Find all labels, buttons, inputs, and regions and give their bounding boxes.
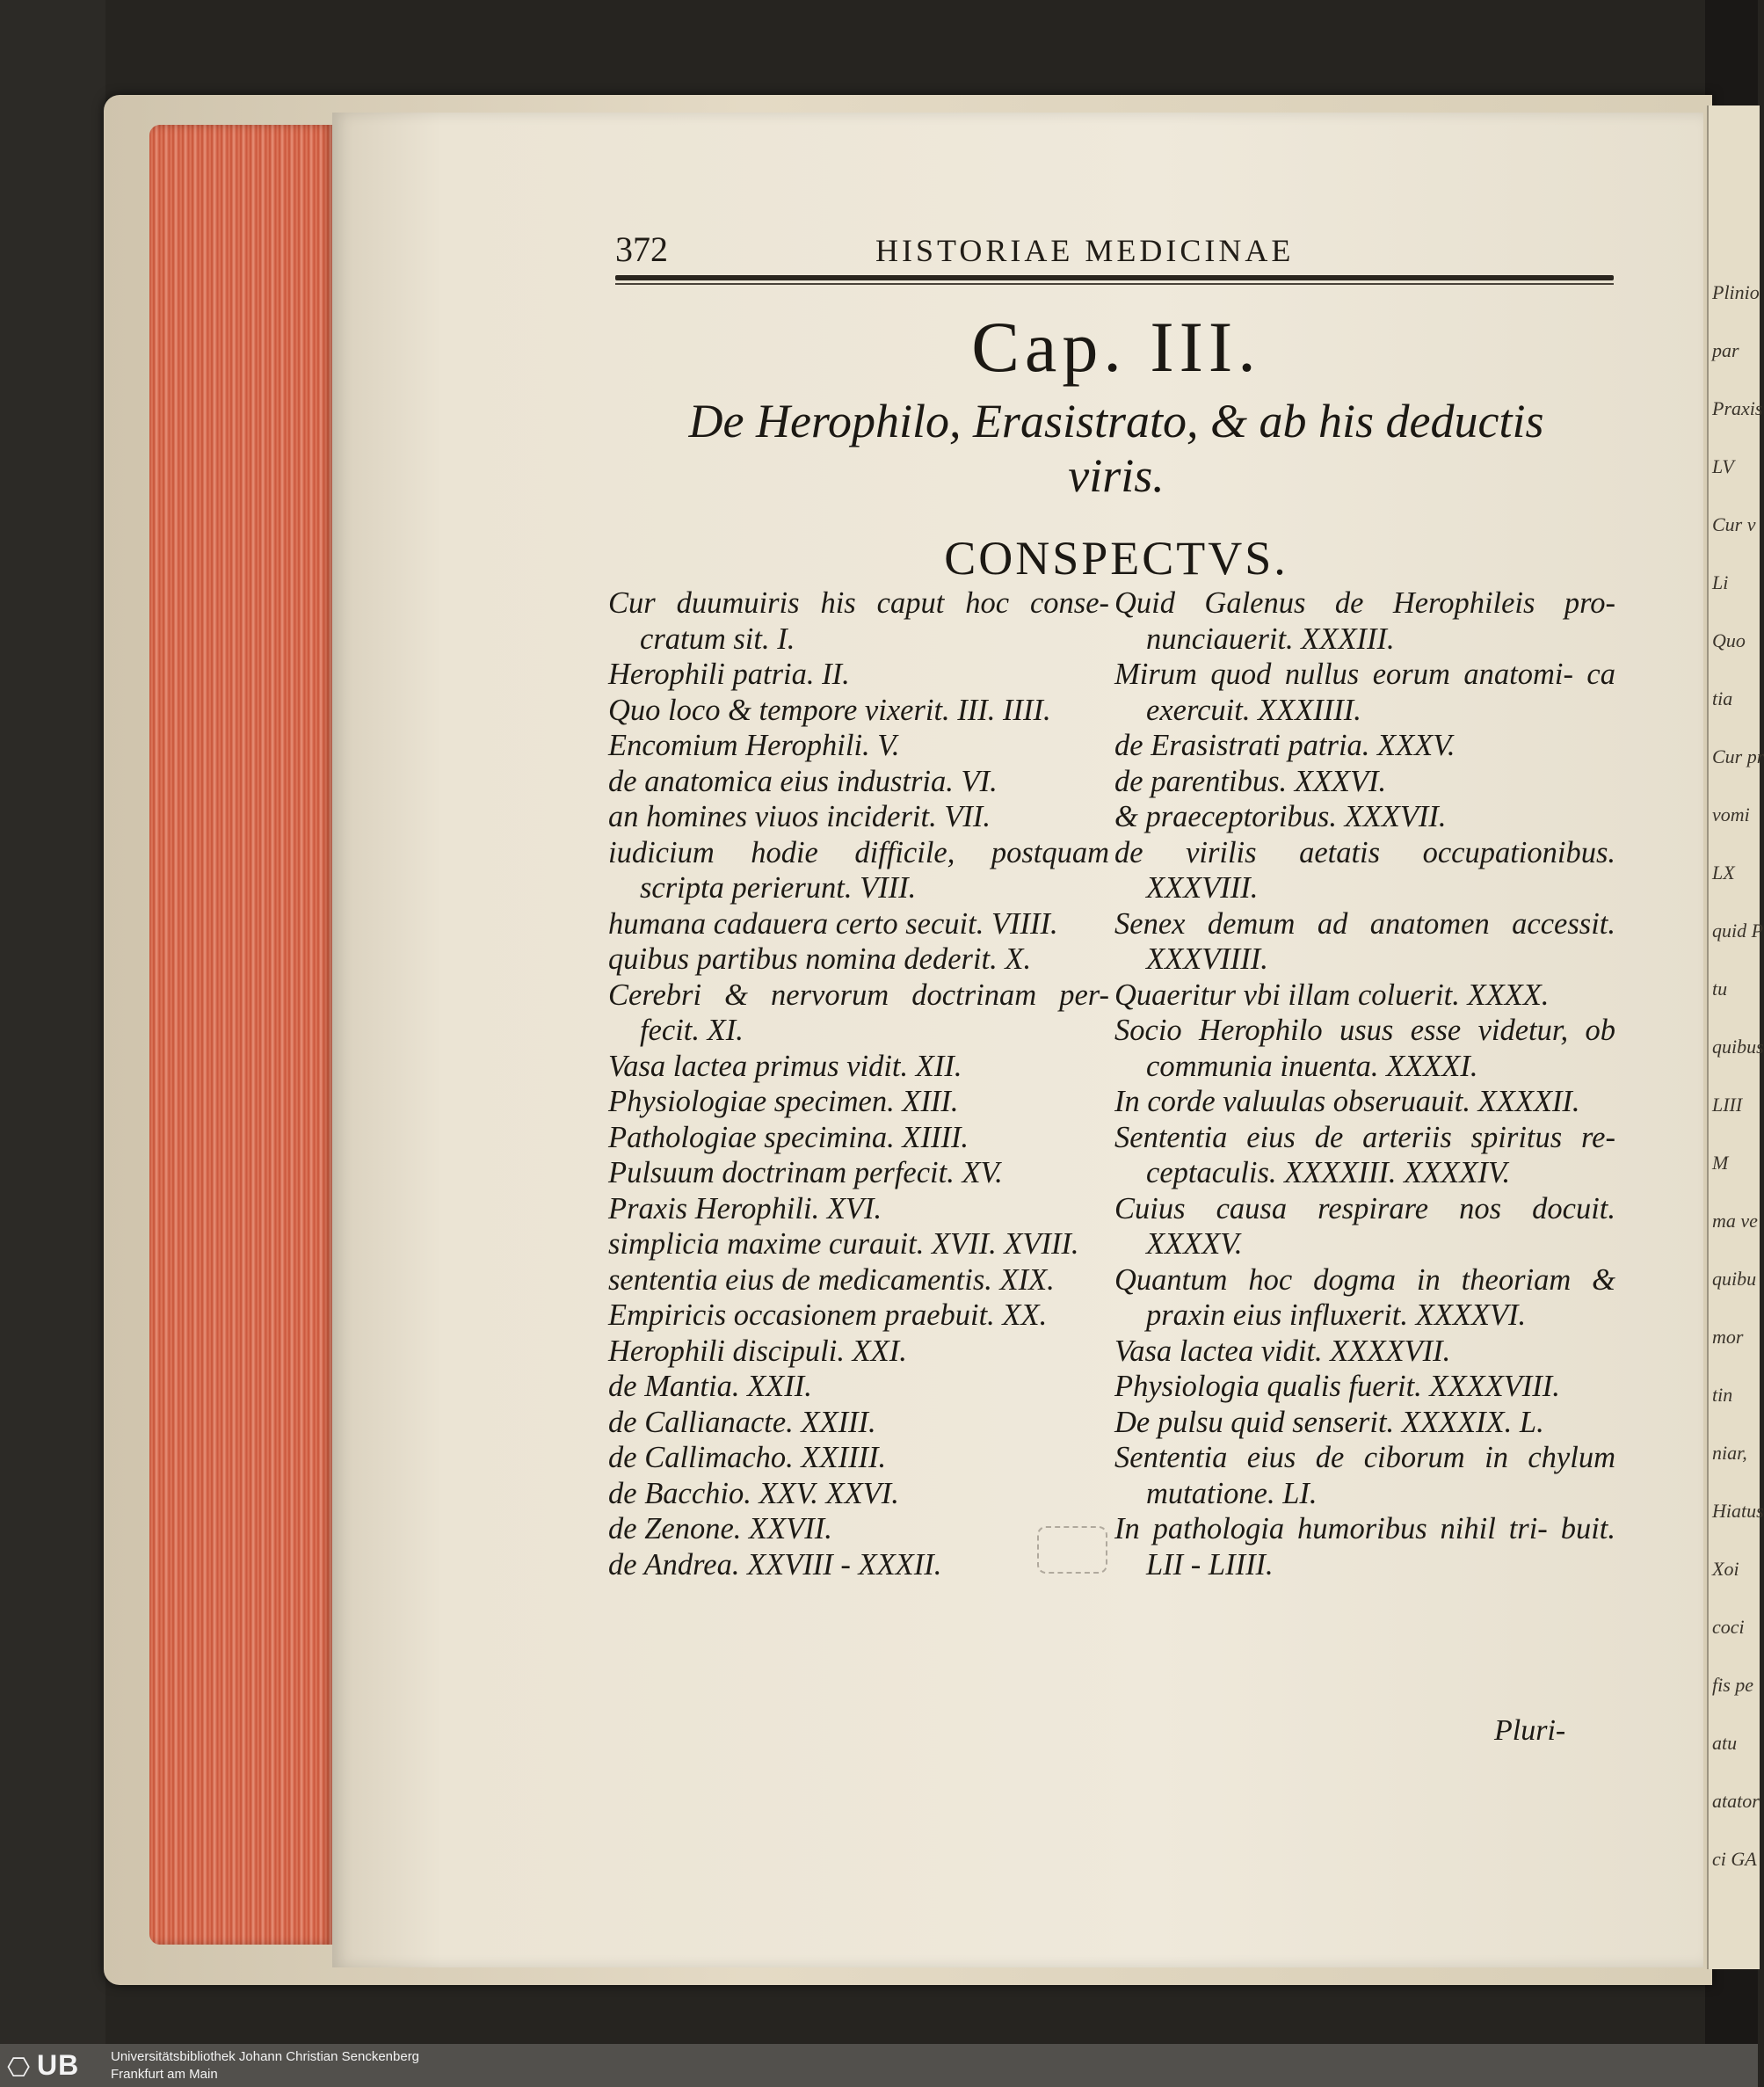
facing-page-word: coci [1712, 1616, 1745, 1638]
conspectus-entry: Vasa lactea primus vidit. XII. [608, 1049, 962, 1083]
facing-page-word: Praxis [1712, 397, 1763, 419]
header-rule [615, 275, 1614, 280]
conspectus-entry: sententia eius de medicamentis. XIX. [608, 1262, 1055, 1297]
library-name: Universitätsbibliothek Johann Christian Senckenberg [111, 2049, 420, 2064]
conspectus-entry: Encomium Herophili. V. [608, 729, 900, 762]
library-stamp [1037, 1526, 1107, 1574]
facing-page-word: mor [1712, 1326, 1744, 1348]
conspectus-entry: Cuius causa respirare nos docuit. XXXXV. [1114, 1191, 1615, 1261]
facing-page-word: LIII [1712, 1094, 1743, 1116]
conspectus-entry: de Callianacte. XXIII. [608, 1405, 876, 1439]
facing-page-word: ci GA [1712, 1848, 1757, 1870]
facing-page-word: ma ve [1712, 1210, 1758, 1232]
page-number: 372 [615, 229, 668, 269]
facing-page-word: Cur pr [1712, 745, 1764, 767]
conspectus-entry: quibus partibus nomina dederit. X. [608, 942, 1032, 976]
conspectus-entry: Cur duumuiris his caput hoc conse- cratum sit. I. [608, 586, 1109, 656]
footer-bar [0, 2044, 1758, 2087]
chapter-title-line-1: De Herophilo, Erasistrato, & ab his deductis [688, 395, 1544, 447]
facing-page-word: Xoi [1712, 1558, 1739, 1580]
facing-page-word: vomi [1712, 804, 1750, 825]
conspectus-entry: Mirum quod nullus eorum anatomi- ca exercuit. XXXIIII. [1114, 658, 1615, 727]
header-rule-thin [615, 283, 1614, 285]
facing-page-word: atator [1712, 1790, 1760, 1812]
conspectus-entry: Herophili discipuli. XXI. [608, 1334, 907, 1368]
page-edges [149, 125, 334, 1945]
library-location: Frankfurt am Main [111, 2067, 218, 2082]
facing-page-word: niar, [1712, 1442, 1747, 1464]
conspectus-entry: Pulsuum doctrinam perfecit. XV. [608, 1156, 1003, 1189]
conspectus-entry: simplicia maxime curauit. XVII. XVIII. [608, 1227, 1079, 1261]
conspectus-entry: iudicium hodie difficile, postquam scripta perierunt. VIII. [608, 835, 1109, 905]
conspectus-entry: Sententia eius de arteriis spiritus re- ceptaculis. XXXXIII. XXXXIV. [1114, 1120, 1615, 1189]
conspectus-right-column [1114, 585, 1615, 1582]
facing-page-word: Cur v [1712, 513, 1756, 535]
conspectus-entry: de Callimacho. XXIIII. [608, 1441, 887, 1474]
conspectus-entry: humana cadauera certo secuit. VIIII. [608, 906, 1058, 941]
conspectus-entry: Cerebri & nervorum doctrinam per- fecit. XI. [608, 978, 1109, 1047]
conspectus-entry: Physiologia qualis fuerit. XXXXVIII. [1114, 1370, 1560, 1403]
running-title: HISTORIAE MEDICINAE [875, 233, 1295, 268]
conspectus-entry: de Mantia. XXII. [608, 1370, 812, 1403]
conspectus-entry: In corde valuulas obseruauit. XXXXII. [1114, 1085, 1580, 1118]
conspectus-entry: Physiologiae specimen. XIII. [608, 1085, 959, 1118]
conspectus-entry: Socio Herophilo usus esse videtur, ob communia inuenta. XXXXI. [1114, 1014, 1615, 1083]
conspectus-entry: de parentibus. XXXVI. [1114, 764, 1387, 798]
conspectus-entry: de anatomica eius industria. VI. [608, 764, 998, 798]
conspectus-entry: Quo loco & tempore vixerit. III. IIII. [608, 693, 1051, 727]
conspectus-entry: Sententia eius de ciborum in chylum mutatione. LI. [1114, 1441, 1615, 1510]
logo-text: UB [37, 2049, 80, 2081]
facing-page-word: Plinio [1712, 281, 1760, 303]
conspectus-entry: an homines viuos inciderit. VII. [608, 800, 991, 833]
conspectus-entry: de Zenone. XXVII. [608, 1512, 832, 1545]
facing-page-word: Hiatus [1712, 1500, 1764, 1522]
chapter-title-line-2: viris. [1068, 449, 1165, 502]
facing-page-word: quibus [1712, 1036, 1764, 1058]
conspectus-entry: Herophili patria. II. [608, 658, 850, 691]
facing-page-word: LV [1712, 455, 1734, 477]
facing-page-word: quibu [1712, 1268, 1757, 1290]
conspectus-entry: de Andrea. XXVIII - XXXII. [608, 1547, 942, 1582]
facing-page-word: atu [1712, 1732, 1738, 1754]
conspectus-entry: In pathologia humoribus nihil tri- buit. LII - LIIII. [1114, 1512, 1615, 1582]
facing-page-word: Quo [1712, 629, 1746, 651]
chapter-heading: Cap. III. [971, 307, 1261, 387]
facing-page-word: tu [1712, 978, 1728, 1000]
running-head [615, 229, 1617, 273]
conspectus-entry: Quid Galenus de Herophileis pro- nunciauerit. XXXIII. [1114, 586, 1615, 656]
catchword: Pluri- [1494, 1714, 1566, 1747]
conspectus-entry: De pulsu quid senserit. XXXXIX. L. [1114, 1405, 1544, 1439]
library-logo[interactable] [7, 2049, 98, 2082]
facing-page-word: fis pe [1712, 1674, 1754, 1696]
conspectus-entry: Vasa lactea vidit. XXXXVII. [1114, 1334, 1451, 1368]
facing-page-word: M [1712, 1152, 1729, 1174]
background-left [0, 0, 105, 2044]
conspectus-entry: Quantum hoc dogma in theoriam & praxin eius influxerit. XXXXVI. [1114, 1262, 1615, 1332]
conspectus-entry: Empiricis occasionem praebuit. XX. [608, 1298, 1048, 1332]
conspectus-entry: Pathologiae specimina. XIIII. [608, 1120, 969, 1154]
facing-page-word: tin [1712, 1384, 1733, 1406]
conspectus-entry: de Bacchio. XXV. XXVI. [608, 1476, 899, 1510]
conspectus-entry: & praeceptoribus. XXXVII. [1114, 800, 1447, 833]
facing-page-word: par [1712, 339, 1739, 361]
conspectus-left-column [608, 585, 1109, 1582]
conspectus-entry: Quaeritur vbi illam coluerit. XXXX. [1114, 978, 1550, 1012]
facing-page-word: LX [1712, 862, 1735, 884]
chapter-title [615, 394, 1617, 503]
facing-page-word: Li [1712, 571, 1729, 593]
logo-mark-icon: ⎔ [7, 2054, 31, 2083]
conspectus-heading: CONSPECTVS. [944, 532, 1289, 585]
conspectus-entry: de virilis aetatis occupationibus. XXXVIII. [1114, 835, 1615, 905]
facing-page-fragment [1707, 105, 1764, 1969]
conspectus-entry: Senex demum ad anatomen accessit. XXXVIIII. [1114, 906, 1615, 976]
conspectus-entry: de Erasistrati patria. XXXV. [1114, 729, 1455, 762]
facing-page-word: tia [1712, 687, 1733, 709]
conspectus-entry: Praxis Herophili. XVI. [608, 1191, 882, 1225]
facing-page-word: quid P [1712, 920, 1764, 942]
